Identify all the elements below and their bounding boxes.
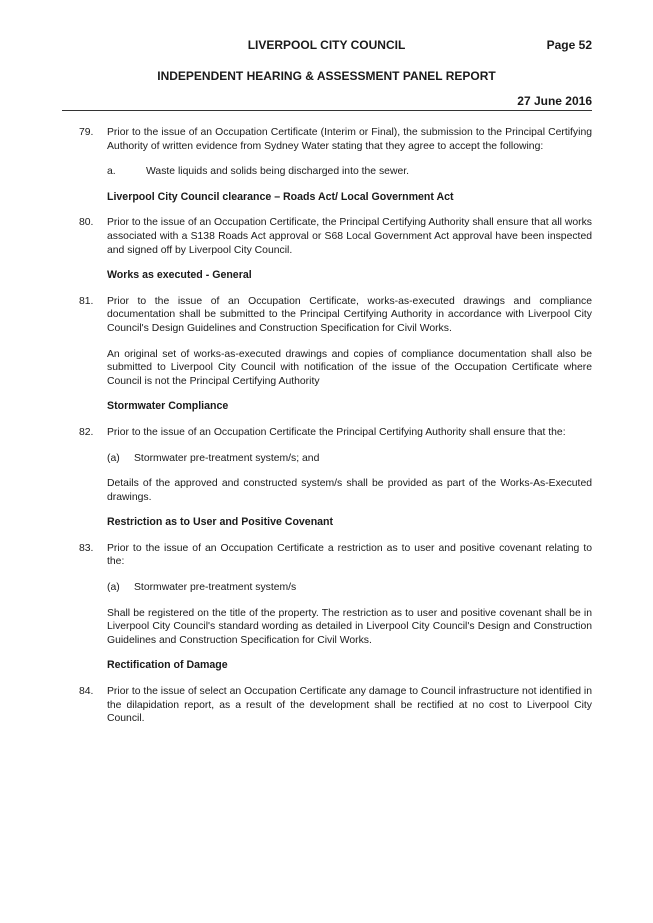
condition-82-sub [0,452,653,466]
sub-item-marker: (a) [107,582,120,594]
section-heading: Stormwater Compliance [107,400,229,413]
page-number: Page 52 [546,38,592,52]
condition-text: Prior to the issue of an Occupation Certificate, the Principal Certifying Authority shall ensure that all works associated with a S138 Roads Act approval or S68 Local Government Act approval have been inspected and signed off by Liverpool City Council. [107,217,592,256]
condition-79-sub [0,165,653,179]
condition-number: 83. [79,542,94,554]
condition-83 [0,542,653,569]
condition-79 [0,126,653,153]
sub-item-text: Waste liquids and solids being discharged into the sewer. [146,166,409,178]
section-heading: Rectification of Damage [107,659,228,672]
section-heading: Works as executed - General [107,269,252,282]
condition-text: An original set of works-as-executed drawings and copies of compliance documentation shall also be submitted to Liverpool City Council with notification of the issue of the Occupation Certificate where Council is not the Principal Certifying Authority [107,348,592,387]
condition-number: 80. [79,217,94,229]
section-heading: Restriction as to User and Positive Covenant [107,516,334,529]
header-divider [62,110,592,111]
condition-84 [0,685,653,726]
condition-number: 81. [79,295,94,307]
condition-text: Shall be registered on the title of the property. The restriction as to user and positive covenant shall be in Liverpool City Council's standard wording as detailed in Liverpool City Council's Design and Construction Guidelines and Construction Specification for Civil Works. [107,607,592,646]
condition-83-sub [0,581,653,595]
section-heading: Liverpool City Council clearance – Roads Act/ Local Government Act [107,190,454,203]
condition-text: Prior to the issue of an Occupation Certificate (Interim or Final), the submission to the Principal Certifying Authority of written evidence from Sydney Water stating that they agree to accept the following: [107,127,592,152]
council-name: LIVERPOOL CITY COUNCIL [247,38,406,52]
report-date: 27 June 2016 [517,94,592,108]
condition-number: 84. [79,686,94,698]
condition-number: 82. [79,426,94,438]
condition-82-continued [0,477,653,504]
sub-item-text: Stormwater pre-treatment system/s; and [134,452,320,464]
document-body [0,126,653,726]
condition-text: Prior to the issue of an Occupation Certificate a restriction as to user and positive covenant relating to the: [107,542,592,568]
condition-text: Details of the approved and constructed system/s shall be provided as part of the Works-As-Executed drawings. [107,478,592,503]
condition-81 [0,295,653,336]
sub-item-marker: (a) [107,452,120,464]
condition-82 [0,426,653,440]
sub-item-text: Stormwater pre-treatment system/s [134,582,297,594]
condition-text: Prior to the issue of an Occupation Certificate, works-as-executed drawings and compliance documentation shall be submitted to the Principal Certifying Authority in accordance with Liverpool City Council's Design Guidelines and Construction Specification for Civil Works. [107,295,592,334]
condition-number: 79. [79,127,94,138]
condition-80 [0,216,653,257]
condition-83-continued [0,607,653,648]
condition-text: Prior to the issue of an Occupation Certificate the Principal Certifying Authority shall ensure that the: [107,426,566,438]
report-title: INDEPENDENT HEARING & ASSESSMENT PANEL REPORT [157,69,496,83]
condition-text: Prior to the issue of select an Occupation Certificate any damage to Council infrastructure not identified in the dilapidation report, as a result of the development shall be rectified at no cost to Liverpool City Council. [107,686,592,725]
condition-81-continued [0,348,653,389]
sub-item-marker: a. [107,166,116,178]
